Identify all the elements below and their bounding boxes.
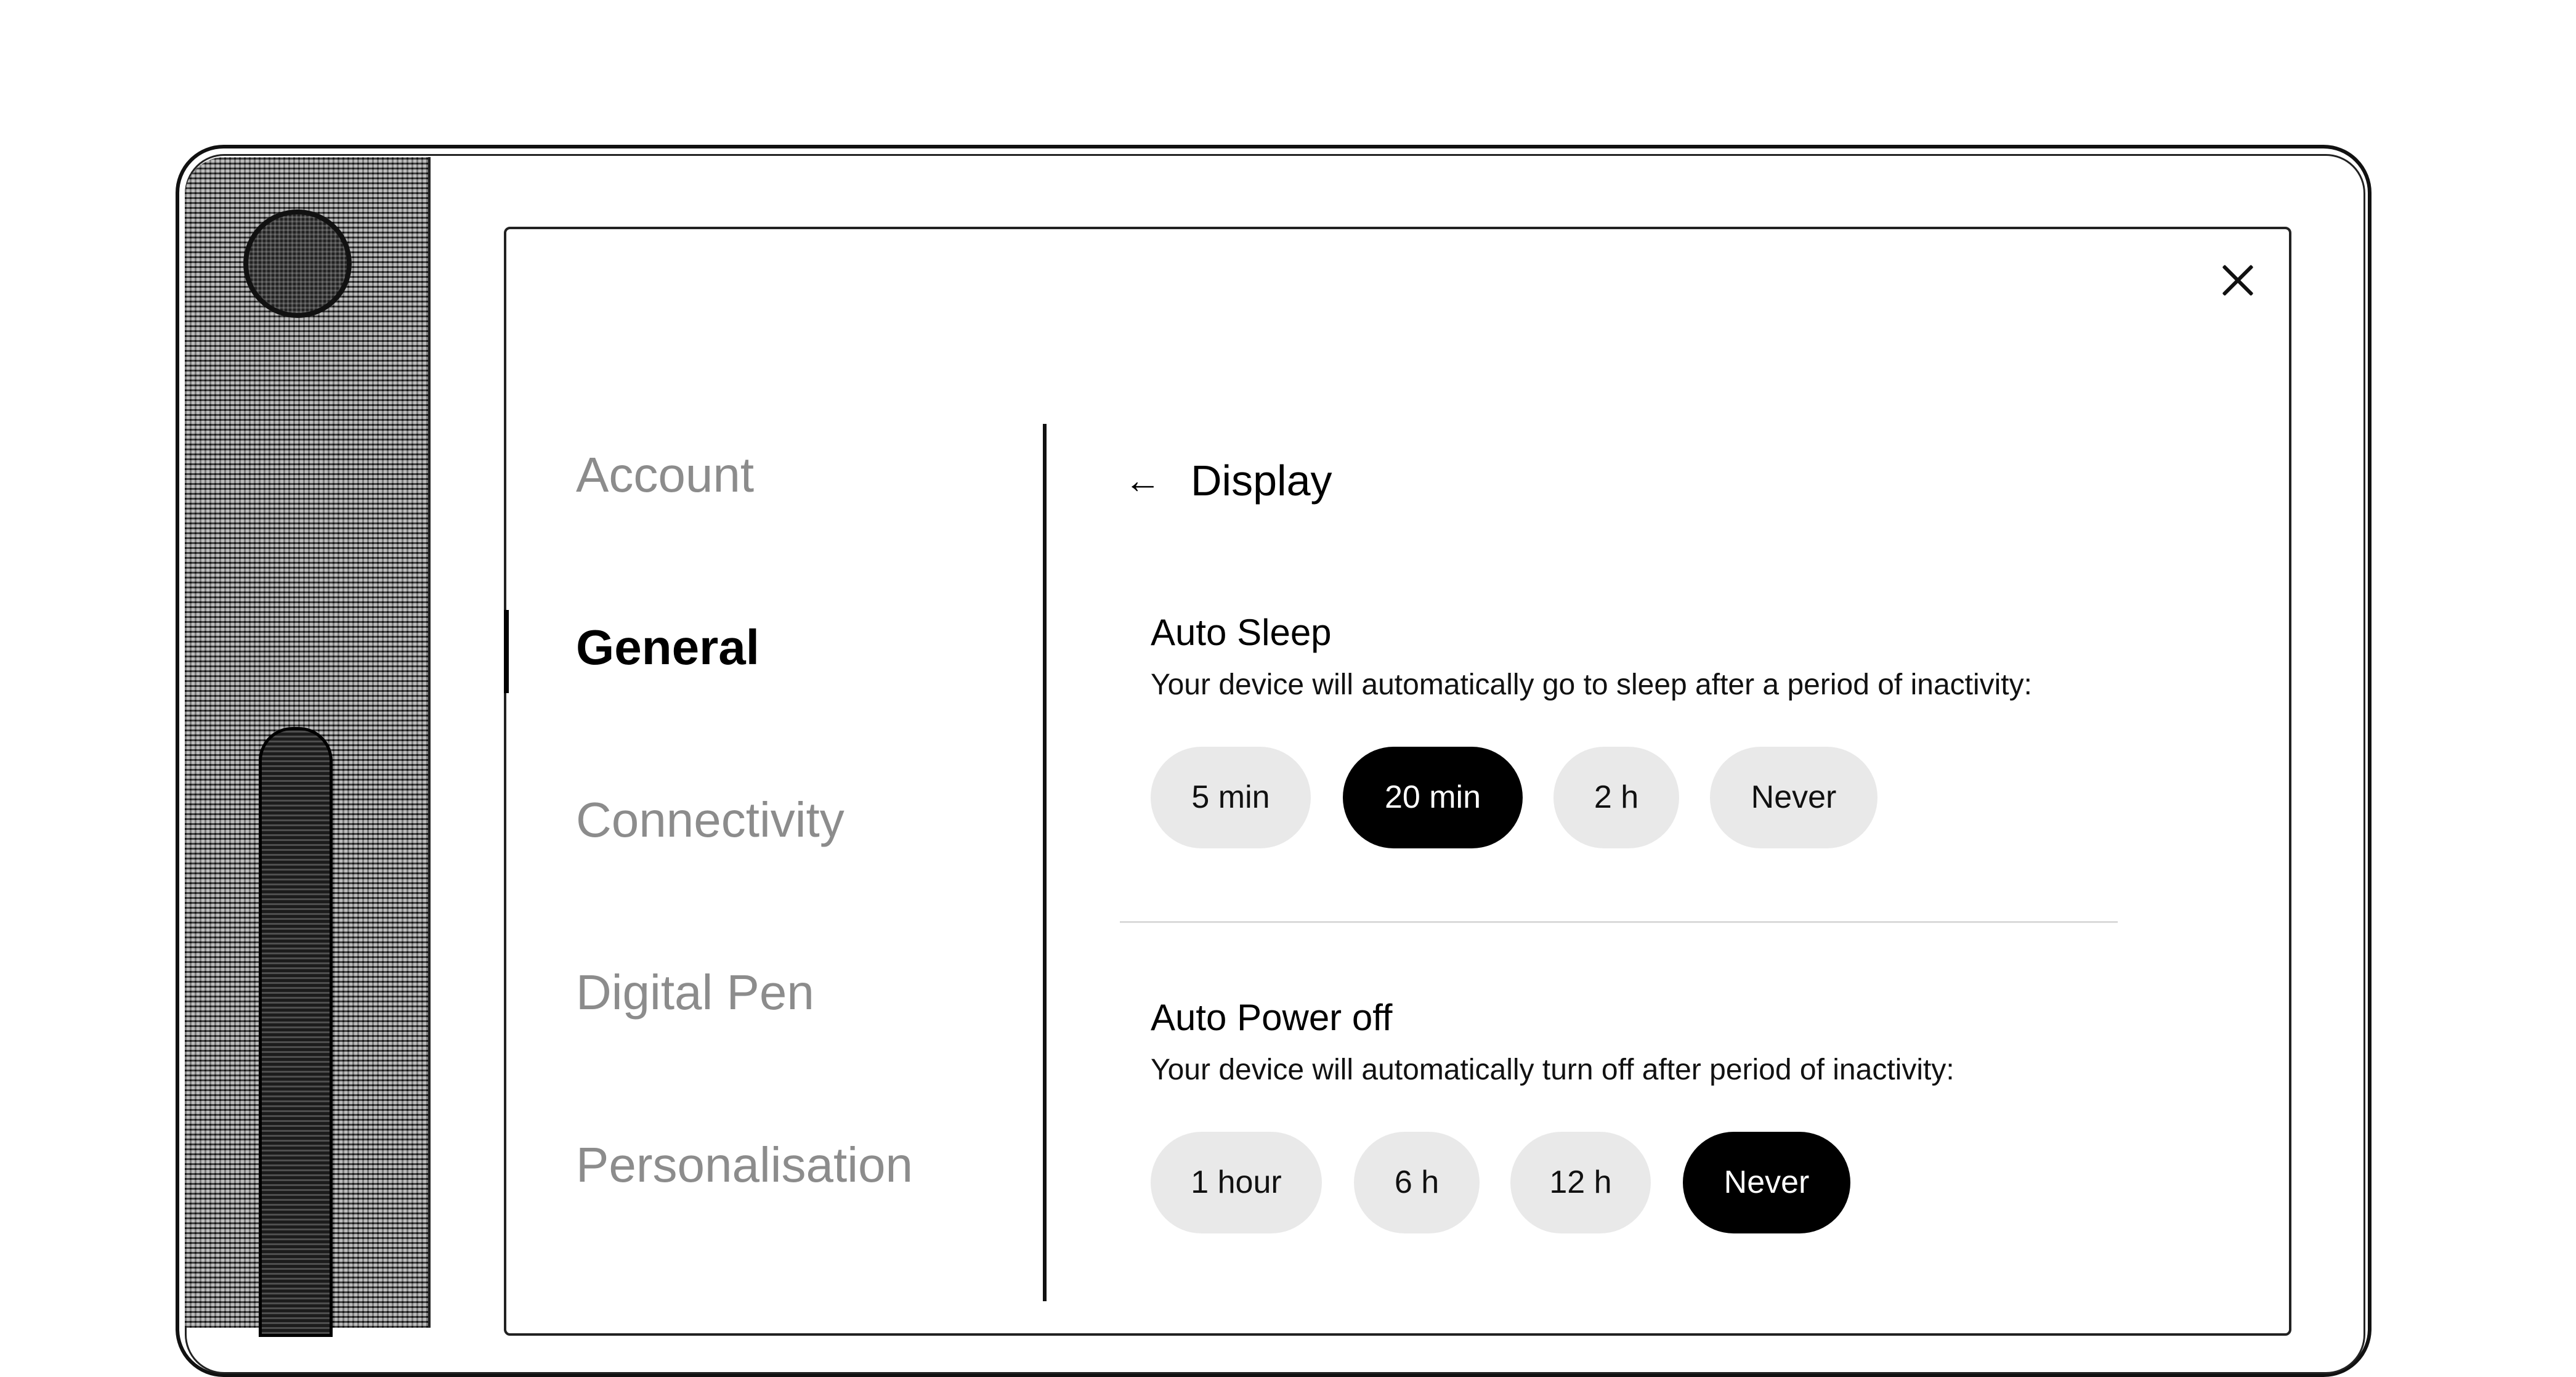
- section-divider: [1120, 921, 2118, 923]
- auto-sleep-option-5-min[interactable]: 5 min: [1151, 747, 1311, 848]
- auto-sleep-option-20-min[interactable]: 20 min: [1343, 747, 1523, 848]
- auto-sleep-title: Auto Sleep: [1151, 612, 1332, 653]
- back-arrow-icon[interactable]: ←: [1124, 460, 1161, 501]
- sidebar-item-personalisation[interactable]: Personalisation: [576, 1137, 913, 1192]
- auto-power-off-option-12-h[interactable]: 12 h: [1510, 1132, 1651, 1233]
- sidebar-item-digital-pen[interactable]: Digital Pen: [576, 965, 814, 1020]
- auto-power-off-option-never[interactable]: Never: [1683, 1132, 1850, 1233]
- pane-divider: [1043, 424, 1047, 1301]
- auto-sleep-option-never[interactable]: Never: [1710, 747, 1877, 848]
- auto-power-off-description: Your device will automatically turn off after period of inactivity:: [1151, 1054, 1954, 1086]
- sidebar-item-account[interactable]: Account: [576, 447, 755, 502]
- nav-active-indicator: [504, 610, 509, 693]
- device-power-button: [243, 209, 352, 318]
- device-pen-slot: [259, 727, 333, 1337]
- auto-power-off-option-6-h[interactable]: 6 h: [1354, 1132, 1480, 1233]
- close-icon[interactable]: [2216, 259, 2259, 302]
- auto-sleep-description: Your device will automatically go to sleep after a period of inactivity:: [1151, 668, 2032, 701]
- auto-power-off-option-1-hour[interactable]: 1 hour: [1151, 1132, 1322, 1233]
- auto-sleep-option-2-h[interactable]: 2 h: [1553, 747, 1679, 848]
- auto-power-off-title: Auto Power off: [1151, 997, 1393, 1038]
- sidebar-item-connectivity[interactable]: Connectivity: [576, 792, 844, 847]
- sidebar-item-general[interactable]: General: [576, 620, 759, 675]
- page-title: Display: [1191, 457, 1332, 505]
